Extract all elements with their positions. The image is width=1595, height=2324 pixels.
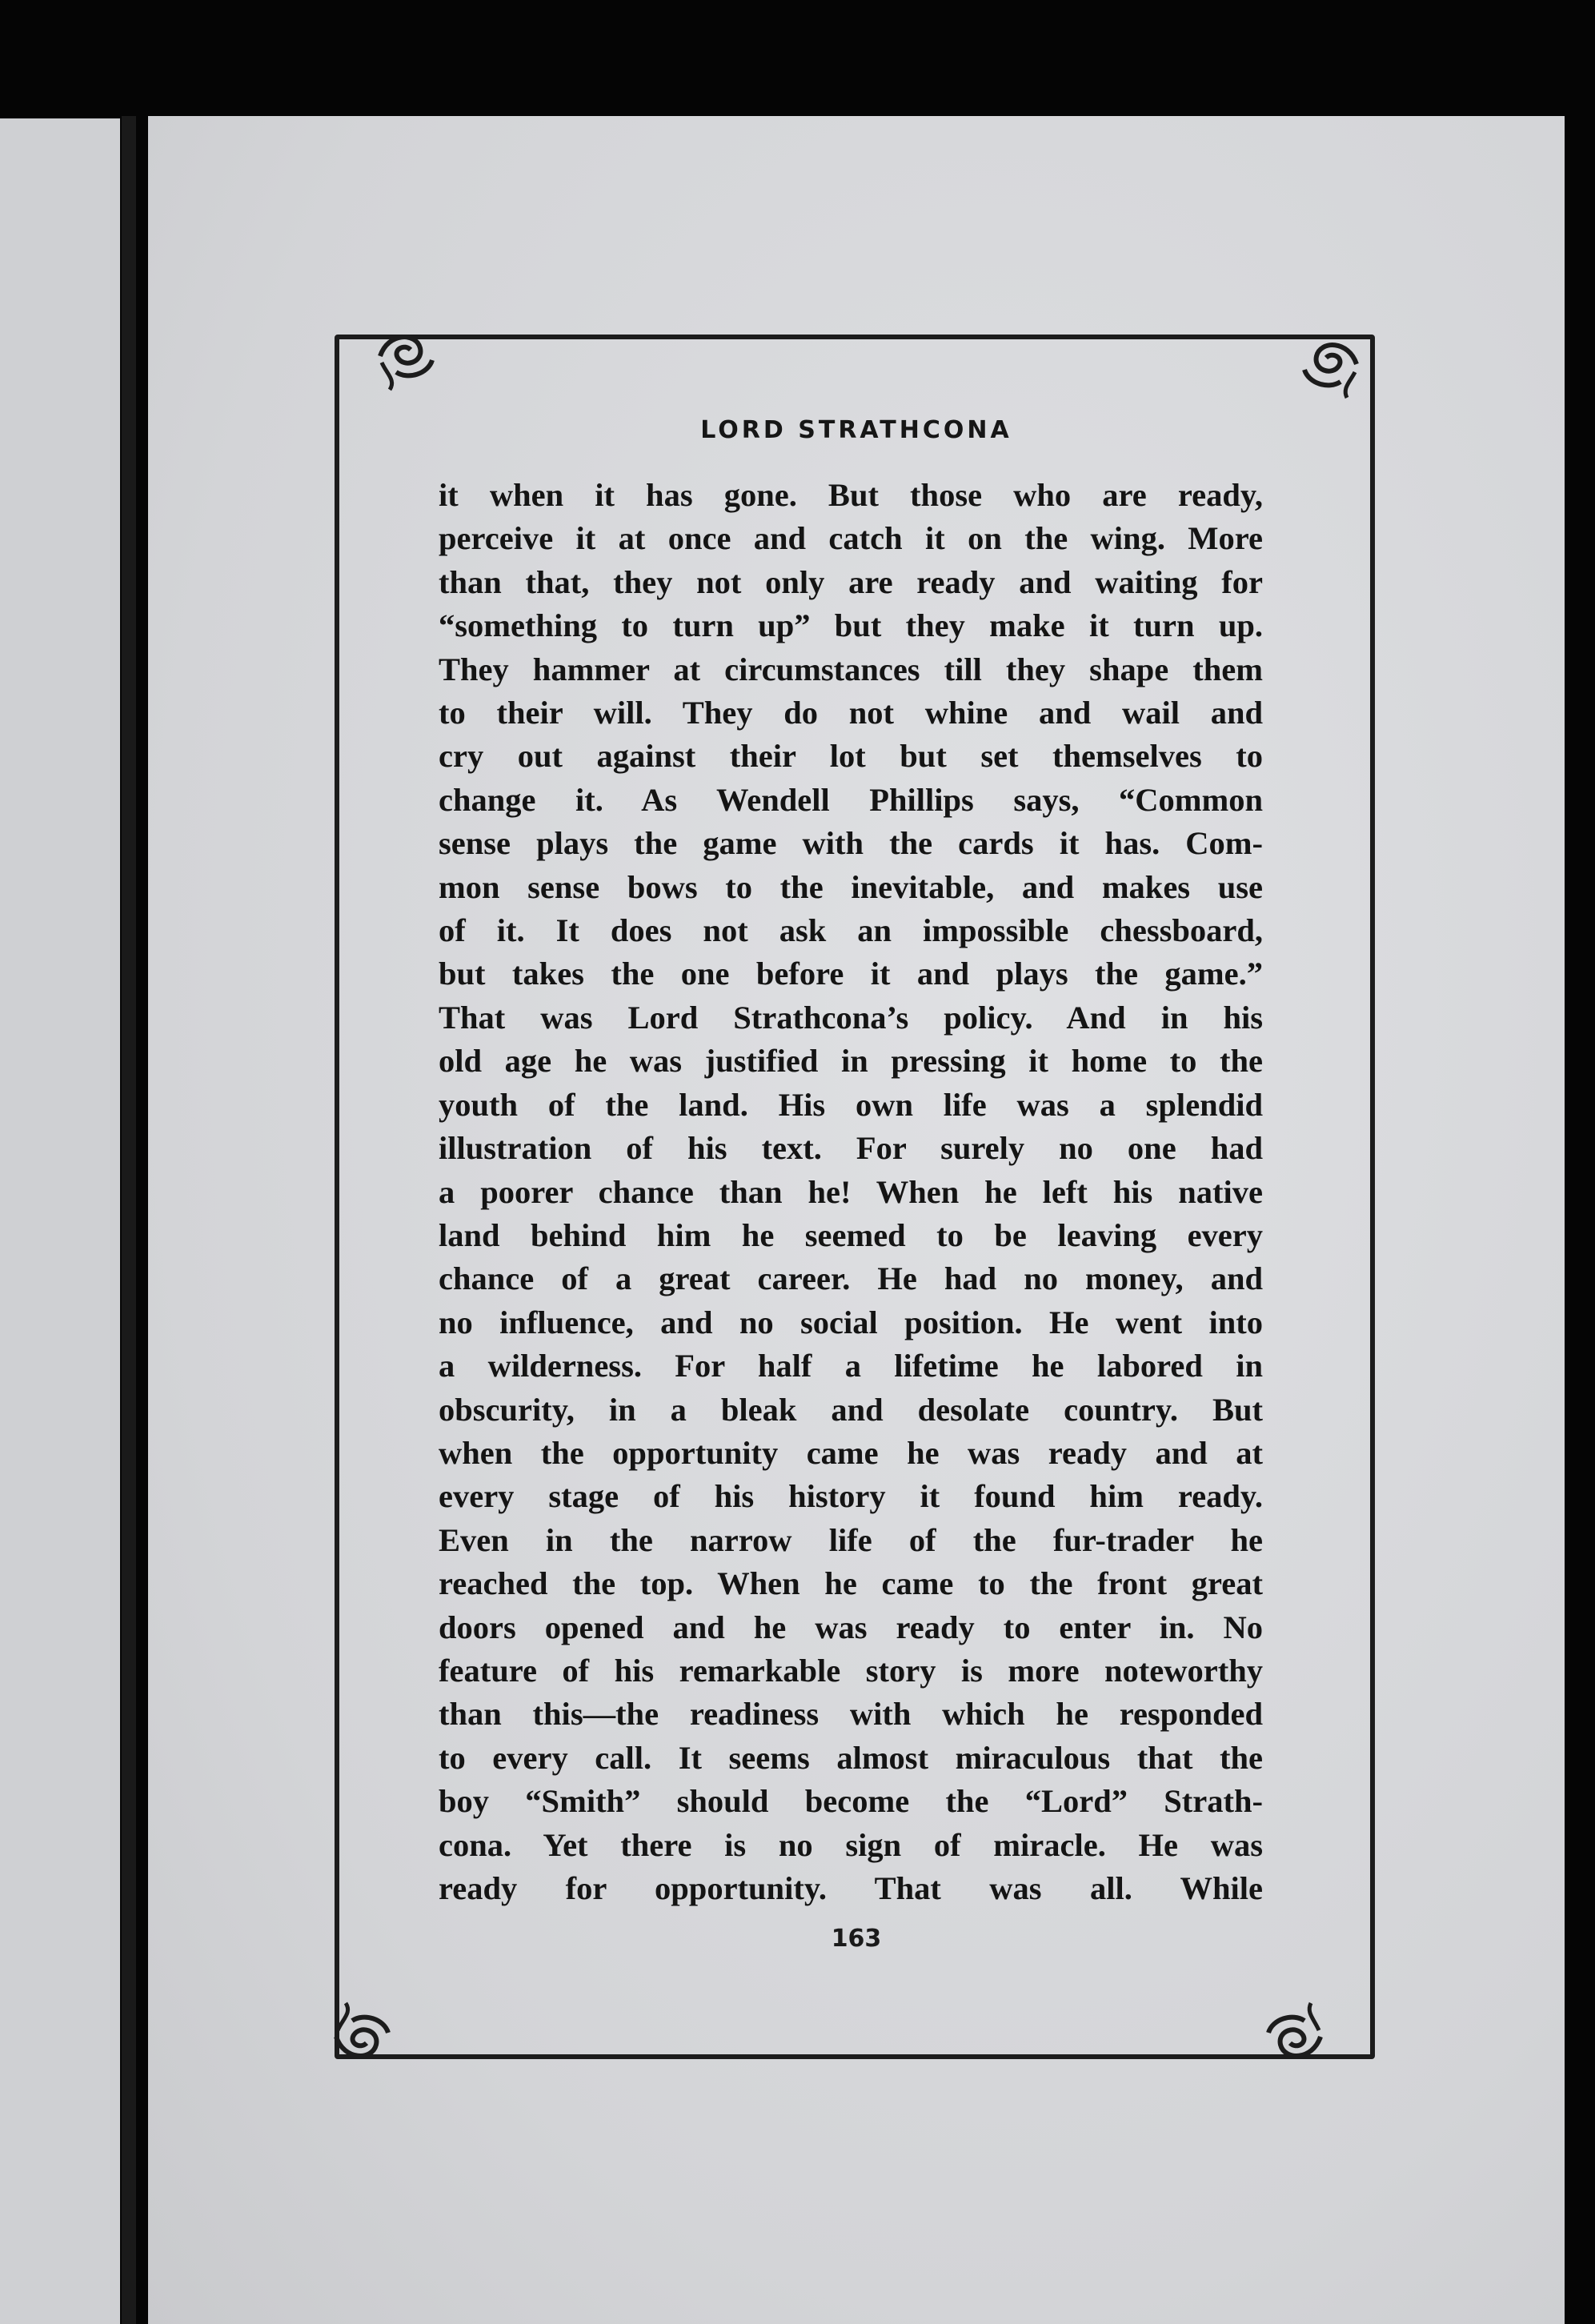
text-line: youth of the land. His own life was a splendid xyxy=(439,1086,1263,1123)
text-line: change it. As Wendell Phillips says, “Common xyxy=(439,781,1263,818)
text-line: a wilderness. For half a lifetime he labored in xyxy=(439,1348,1263,1384)
corner-ornament-bottom-right-icon xyxy=(1256,1997,1328,2069)
page-spine-shadow xyxy=(122,116,136,2324)
text-line: illustration of his text. For surely no one had xyxy=(439,1130,1263,1167)
text-line: chance of a great career. He had no money, and xyxy=(439,1260,1263,1297)
facing-page-edge xyxy=(0,118,120,2324)
corner-ornament-bottom-left-icon xyxy=(328,1997,400,2069)
text-line: cona. Yet there is no sign of miracle. He was xyxy=(439,1826,1263,1863)
text-line: but takes the one before it and plays the game.” xyxy=(439,956,1263,992)
text-line: to their will. They do not whine and wail and xyxy=(439,695,1263,731)
text-line: ready for opportunity. That was all. While xyxy=(439,1870,1263,1906)
text-line: of it. It does not ask an impossible chessboard, xyxy=(439,912,1263,949)
text-line: boy “Smith” should become the “Lord” Strath- xyxy=(439,1783,1263,1820)
text-line: They hammer at circumstances till they shape them xyxy=(439,651,1263,687)
corner-ornament-top-left-icon xyxy=(372,324,444,396)
text-line: mon sense bows to the inevitable, and makes use xyxy=(439,868,1263,905)
text-line: a poorer chance than he! When he left his native xyxy=(439,1173,1263,1210)
text-line: it when it has gone. But those who are ready, xyxy=(439,477,1263,513)
text-line: “something to turn up” but they make it turn up. xyxy=(439,607,1263,644)
page-number: 163 xyxy=(831,1925,882,1953)
text-line: feature of his remarkable story is more noteworthy xyxy=(439,1652,1263,1689)
text-line: That was Lord Strathcona’s policy. And in his xyxy=(439,999,1263,1036)
text-line: when the opportunity came he was ready and at xyxy=(439,1434,1263,1471)
text-line: every stage of his history it found him ready. xyxy=(439,1478,1263,1515)
text-line: perceive it at once and catch it on the wing. More xyxy=(439,520,1263,557)
text-line: than this—the readiness with which he responded xyxy=(439,1696,1263,1733)
body-text xyxy=(439,474,1263,1910)
running-head: LORD STRATHCONA xyxy=(700,416,1012,444)
corner-ornament-top-right-icon xyxy=(1292,332,1365,404)
text-line: doors opened and he was ready to enter in. No xyxy=(439,1609,1263,1645)
text-line: Even in the narrow life of the fur-trader he xyxy=(439,1521,1263,1558)
text-line: land behind him he seemed to be leaving every xyxy=(439,1216,1263,1253)
text-line: sense plays the game with the cards it has. Com- xyxy=(439,825,1263,862)
text-line: reached the top. When he came to the front great xyxy=(439,1565,1263,1602)
text-line: obscurity, in a bleak and desolate country. But xyxy=(439,1391,1263,1428)
text-line: no influence, and no social position. He went into xyxy=(439,1304,1263,1340)
text-line: to every call. It seems almost miraculous that the xyxy=(439,1739,1263,1776)
text-line: cry out against their lot but set themselves to xyxy=(439,738,1263,775)
text-line: than that, they not only are ready and waiting for xyxy=(439,563,1263,600)
text-line: old age he was justified in pressing it home to the xyxy=(439,1043,1263,1080)
